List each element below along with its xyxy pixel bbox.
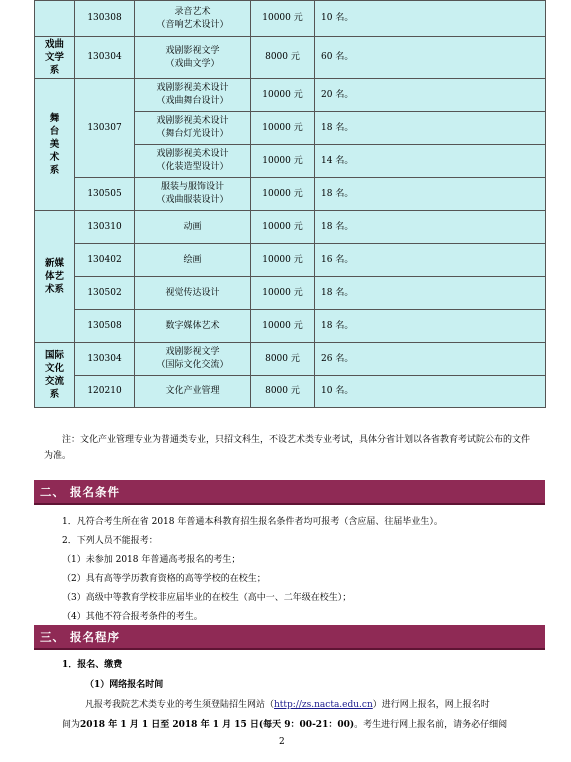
major-name: 录音艺术 （音响艺术设计） [135, 1, 251, 37]
enrollment-quota: 18 名。 [315, 310, 546, 343]
major-name: 戏剧影视美术设计 （戏曲舞台设计） [135, 79, 251, 112]
procedure-heading-2: （1）网络报名时间 [85, 680, 164, 690]
table-row [35, 277, 546, 310]
major-code: 130304 [75, 37, 135, 79]
tuition-fee: 10000 元 [251, 244, 315, 277]
condition-item-1: 1．凡符合考生所在省 2018 年普通本科教育招生报名条件者均可报考（含应届、往届毕业生）。 [62, 517, 443, 527]
major-name: 视觉传达设计 [135, 277, 251, 310]
condition-sub-1: （1）未参加 2018 年普通高考报名的考生； [62, 555, 241, 565]
enrollment-quota: 18 名。 [315, 112, 546, 145]
major-name: 戏剧影视美术设计 （舞台灯光设计） [135, 112, 251, 145]
department-cell: 戏曲 文学 系 [35, 37, 75, 79]
major-name: 戏剧影视美术设计 （化装造型设计） [135, 145, 251, 178]
tuition-fee: 10000 元 [251, 112, 315, 145]
enrollment-quota: 60 名。 [315, 37, 546, 79]
procedure-paragraph-line-1: 凡报考我院艺术类专业的考生须登陆招生网站（http://zs.nacta.edu.cn）进行网上报名，网上报名时 [85, 700, 490, 710]
enrollment-quota: 10 名。 [315, 376, 546, 408]
tuition-fee: 10000 元 [251, 211, 315, 244]
tuition-fee: 8000 元 [251, 376, 315, 408]
major-code: 130304 [75, 343, 135, 376]
enrollment-plan-table [34, 0, 546, 408]
tuition-fee: 10000 元 [251, 79, 315, 112]
major-code: 130310 [75, 211, 135, 244]
table-note: 注：文化产业管理专业为普通类专业，只招文科生，不设艺术类专业考试，具体分省计划以各省教育考试院公布的文件为准。 [44, 435, 531, 461]
department-cell: 舞 台 美 术 系 [35, 79, 75, 211]
enrollment-quota: 18 名。 [315, 277, 546, 310]
admission-website-link[interactable]: http://zs.nacta.edu.cn [274, 700, 373, 710]
tuition-fee: 8000 元 [251, 343, 315, 376]
major-code: 130508 [75, 310, 135, 343]
enrollment-quota: 18 名。 [315, 178, 546, 211]
department-cell: 国际 文化 交流 系 [35, 343, 75, 408]
section-header-registration-procedure: 三、 报名程序 [34, 625, 545, 650]
major-name: 动画 [135, 211, 251, 244]
table-row [35, 79, 546, 112]
major-name: 文化产业管理 [135, 376, 251, 408]
procedure-paragraph-line-2: 间为2018 年 1 月 1 日至 2018 年 1 月 15 日(每天 9：00-21：00)。考生进行网上报名前，请务必仔细阅 [62, 720, 508, 730]
department-cell: 新媒 体艺 术系 [35, 211, 75, 343]
table-row [35, 178, 546, 211]
table-row [35, 376, 546, 408]
major-name: 戏剧影视文学 （国际文化交流） [135, 343, 251, 376]
condition-sub-2: （2）具有高等学历教育资格的高等学校的在校生； [62, 574, 266, 584]
table-row [35, 37, 546, 79]
condition-sub-3: （3）高级中等教育学校非应届毕业的在校生（高中一、二年级在校生）； [62, 593, 352, 603]
enrollment-quota: 14 名。 [315, 145, 546, 178]
major-code: 130307 [75, 79, 135, 178]
enrollment-quota: 10 名。 [315, 1, 546, 37]
major-code: 130308 [75, 1, 135, 37]
major-name: 绘画 [135, 244, 251, 277]
procedure-heading-1: 1．报名、缴费 [62, 660, 123, 670]
major-code: 130402 [75, 244, 135, 277]
tuition-fee: 10000 元 [251, 277, 315, 310]
major-name: 戏剧影视文学 （戏曲文学） [135, 37, 251, 79]
department-cell [35, 1, 75, 37]
major-code: 130502 [75, 277, 135, 310]
page-number: 2 [279, 737, 285, 747]
enrollment-quota: 16 名。 [315, 244, 546, 277]
tuition-fee: 10000 元 [251, 310, 315, 343]
table-row [35, 244, 546, 277]
tuition-fee: 10000 元 [251, 178, 315, 211]
enrollment-quota: 18 名。 [315, 211, 546, 244]
table-row [35, 211, 546, 244]
table-row [35, 343, 546, 376]
condition-sub-4: （4）其他不符合报考条件的考生。 [62, 612, 203, 622]
major-name: 服装与服饰设计 （戏曲服装设计） [135, 178, 251, 211]
major-name: 数字媒体艺术 [135, 310, 251, 343]
tuition-fee: 10000 元 [251, 145, 315, 178]
enrollment-quota: 20 名。 [315, 79, 546, 112]
tuition-fee: 10000 元 [251, 1, 315, 37]
section-header-registration-conditions: 二、 报名条件 [34, 480, 545, 505]
table-row [35, 310, 546, 343]
condition-item-2: 2．下列人员不能报考： [62, 536, 158, 546]
table-row [35, 1, 546, 37]
major-code: 130505 [75, 178, 135, 211]
tuition-fee: 8000 元 [251, 37, 315, 79]
major-code: 120210 [75, 376, 135, 408]
enrollment-quota: 26 名。 [315, 343, 546, 376]
